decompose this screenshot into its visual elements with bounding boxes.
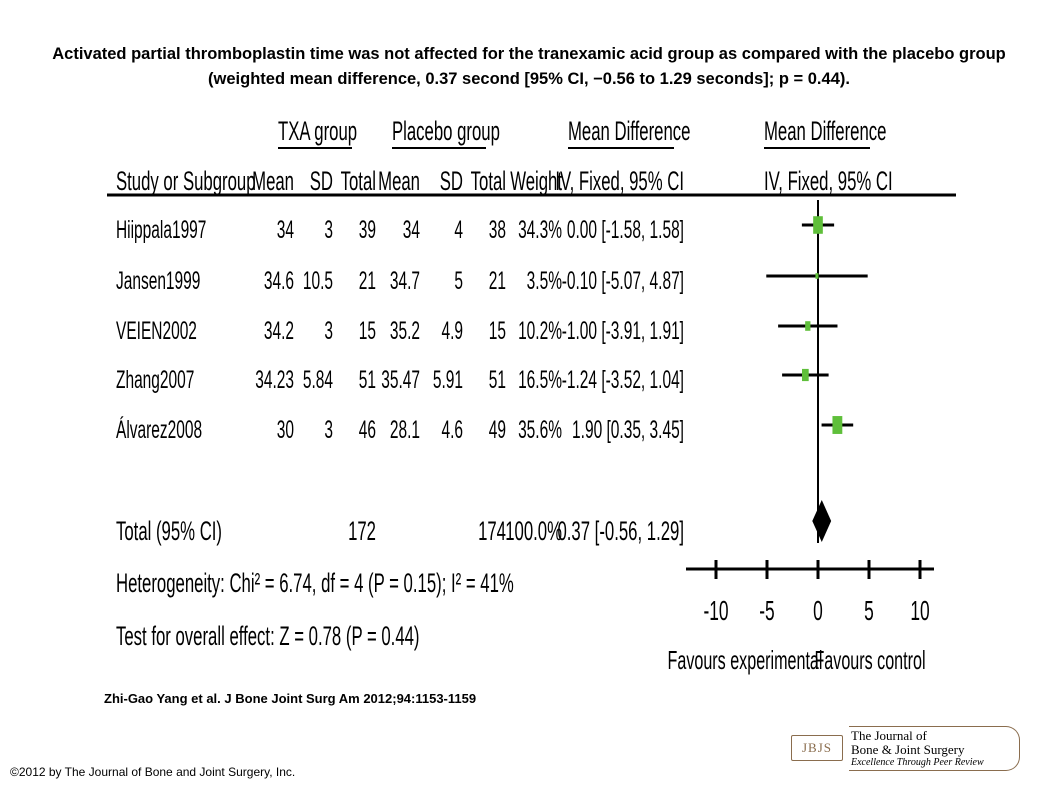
placebo-mean: 28.1 [389, 416, 420, 445]
total-label: Total (95% CI) [116, 515, 223, 547]
txa-total: 21 [358, 267, 376, 296]
txa-mean: 34.2 [263, 317, 294, 346]
study-ci: -1.00 [-3.91, 1.91] [561, 317, 684, 346]
study-ci: 0.00 [-1.58, 1.58] [566, 216, 684, 245]
placebo-sd: 4.6 [441, 416, 463, 445]
txa-total: 46 [358, 416, 376, 445]
study-marker [805, 321, 810, 331]
copyright: ©2012 by The Journal of Bone and Joint Surgery, Inc. [10, 765, 296, 779]
logo-line-2: Bone & Joint Surgery [851, 742, 965, 757]
logo-mark: JBJS [791, 735, 843, 761]
placebo-sd: 5 [454, 267, 463, 296]
study-marker [815, 273, 818, 279]
total-ci: 0.37 [-0.56, 1.29] [557, 515, 684, 547]
study-ci: -0.10 [-5.07, 4.87] [561, 267, 684, 296]
placebo-total: 38 [488, 216, 506, 245]
study-name: Álvarez2008 [116, 416, 203, 445]
study-name: Zhang2007 [116, 366, 195, 395]
study-ci: 1.90 [0.35, 3.45] [572, 416, 684, 445]
col-header-placebo-mean: Mean [378, 165, 420, 197]
placebo-total: 51 [488, 366, 506, 395]
x-tick-label: -5 [759, 594, 775, 627]
total-placebo: 174 [478, 515, 506, 547]
placebo-total: 15 [488, 317, 506, 346]
txa-mean: 30 [276, 416, 294, 445]
txa-mean: 34.6 [263, 267, 294, 296]
placebo-total: 21 [488, 267, 506, 296]
col-header-txa-mean: Mean [252, 165, 294, 197]
overall-effect-text: Test for overall effect: Z = 0.78 (P = 0.44) [116, 620, 420, 652]
study-name: Hiippala1997 [116, 216, 207, 245]
study-weight: 35.6% [518, 416, 562, 445]
placebo-total: 49 [488, 416, 506, 445]
study-marker [832, 416, 842, 434]
placebo-mean: 35.47 [381, 366, 420, 395]
placebo-group-header: Placebo group [392, 115, 500, 147]
logo-line-3: Excellence Through Peer Review [851, 757, 984, 768]
md-table-group-header: Mean Difference [568, 115, 691, 147]
txa-sd: 10.5 [302, 267, 334, 296]
txa-group-header: TXA group [278, 115, 358, 147]
total-weight: 100.0% [505, 515, 562, 547]
placebo-mean: 35.2 [389, 317, 420, 346]
total-txa: 172 [348, 515, 376, 547]
study-weight: 10.2% [518, 317, 562, 346]
txa-mean: 34.23 [255, 366, 294, 395]
jbjs-logo [791, 726, 1017, 771]
study-weight: 16.5% [518, 366, 562, 395]
plot-method-label: IV, Fixed, 95% CI [764, 165, 893, 197]
txa-sd: 3 [324, 216, 334, 245]
study-weight: 34.3% [518, 216, 562, 245]
col-header-placebo-sd: SD [439, 165, 463, 197]
citation: Zhi-Gao Yang et al. J Bone Joint Surg Am 2012;94:1153-1159 [104, 691, 477, 706]
col-header-study: Study or Subgroup [116, 165, 256, 197]
placebo-sd: 4.9 [441, 317, 463, 346]
md-plot-group-header: Mean Difference [764, 115, 887, 147]
favours-right-label: Favours control [814, 644, 926, 676]
col-header-txa-total: Total [340, 165, 376, 197]
slide-title: Activated partial thromboplastin time was not affected for the tranexamic acid group as compared with the placebo group (weighted mean difference, 0.37 second [95% CI, −0.56 to 1.29 seconds]; p = 0.44). [52, 45, 1006, 88]
col-header-txa-sd: SD [309, 165, 334, 197]
x-tick-label: 5 [864, 594, 874, 627]
study-marker [802, 369, 809, 381]
x-tick-label: -10 [703, 594, 729, 627]
txa-sd: 3 [324, 317, 334, 346]
logo-text [849, 726, 1020, 771]
study-name: Jansen1999 [116, 267, 201, 296]
x-tick-label: 10 [910, 594, 930, 627]
study-name: VEIEN2002 [116, 317, 197, 346]
txa-total: 15 [358, 317, 376, 346]
placebo-mean: 34 [402, 216, 420, 245]
col-header-placebo-total: Total [470, 165, 506, 197]
logo-line-1: The Journal of [851, 728, 927, 743]
x-tick-label: 0 [813, 594, 823, 627]
study-weight: 3.5% [526, 267, 562, 296]
placebo-sd: 4 [454, 216, 463, 245]
placebo-mean: 34.7 [389, 267, 420, 296]
col-header-weight: Weight [510, 165, 562, 197]
study-marker [813, 216, 823, 234]
favours-left-label: Favours experimental [667, 644, 823, 676]
heterogeneity-text: Heterogeneity: Chi² = 6.74, df = 4 (P = 0.15); I² = 41% [116, 567, 514, 599]
txa-sd: 5.84 [302, 366, 334, 395]
placebo-sd: 5.91 [432, 366, 463, 395]
col-header-ci: IV, Fixed, 95% CI [555, 165, 684, 197]
txa-sd: 3 [324, 416, 334, 445]
pooled-diamond [812, 500, 831, 542]
txa-mean: 34 [276, 216, 294, 245]
study-ci: -1.24 [-3.52, 1.04] [561, 366, 684, 395]
txa-total: 39 [358, 216, 376, 245]
txa-total: 51 [358, 366, 376, 395]
